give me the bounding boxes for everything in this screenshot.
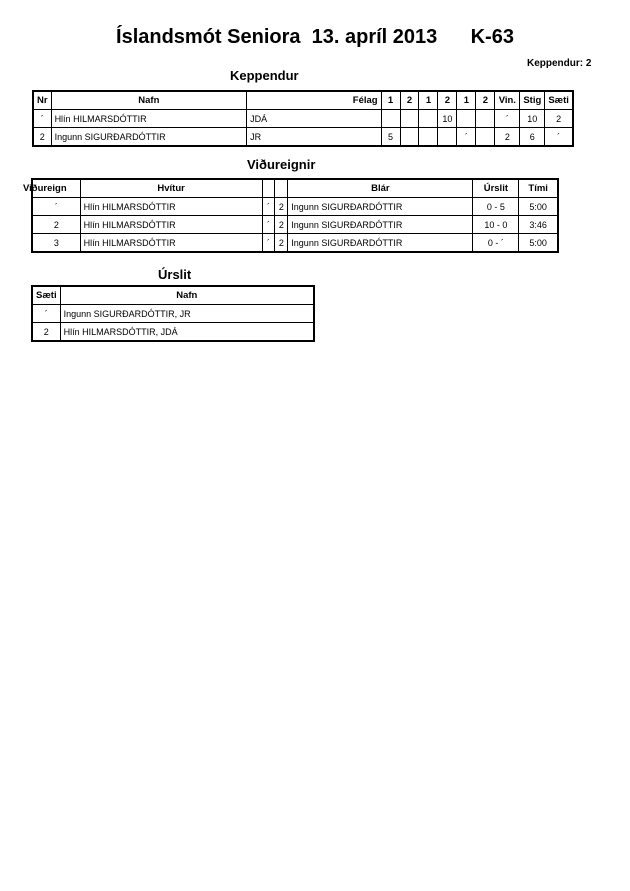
col-r2: 2	[400, 91, 419, 110]
cell-name: Hlín HILMARSDÓTTIR	[51, 110, 247, 128]
cell-saeti: 2	[545, 110, 573, 128]
col-match: Viðureign	[32, 179, 80, 198]
cell-club: JR	[247, 128, 381, 147]
cell-blue: Ingunn SIGURÐARDÓTTIR	[288, 216, 473, 234]
cell-stig: 10	[520, 110, 545, 128]
col-r6: 2	[476, 91, 495, 110]
cell-place: ´	[32, 305, 60, 323]
match-row	[32, 198, 558, 216]
cell-blue-no: 2	[275, 216, 288, 234]
cell-match-no: 3	[32, 234, 80, 253]
cell-r6	[476, 110, 495, 128]
page-title: Íslandsmót Seniora 13. apríl 2013 K-63	[116, 26, 514, 48]
cell-place: 2	[32, 323, 60, 342]
col-r1: 1	[381, 91, 400, 110]
competitors-heading: Keppendur	[230, 68, 299, 83]
col-white: Hvítur	[80, 179, 262, 198]
col-r4: 2	[438, 91, 457, 110]
matches-header-row	[32, 179, 558, 198]
cell-nr: 2	[33, 128, 51, 147]
result-row	[32, 305, 314, 323]
matches-table	[23, 178, 559, 253]
cell-time: 3:46	[519, 216, 558, 234]
col-r3: 1	[419, 91, 438, 110]
cell-r3	[419, 128, 438, 147]
col-blue: Blár	[288, 179, 473, 198]
cell-vin: ´	[495, 110, 520, 128]
competitors-table	[32, 90, 574, 147]
cell-r2	[400, 128, 419, 147]
col-r5: 1	[457, 91, 476, 110]
results-heading: Úrslit	[158, 267, 192, 282]
match-row	[32, 234, 558, 253]
matches-heading: Viðureignir	[247, 157, 316, 172]
cell-blue: Ingunn SIGURÐARDÓTTIR	[288, 234, 473, 253]
cell-name: Hlín HILMARSDÓTTIR, JDÁ	[60, 323, 314, 342]
cell-r2	[400, 110, 419, 128]
cell-stig: 6	[520, 128, 545, 147]
cell-vin: 2	[495, 128, 520, 147]
cell-match-no: 2	[32, 216, 80, 234]
cell-r3	[419, 110, 438, 128]
results-table	[31, 285, 315, 342]
cell-nr: ´	[33, 110, 51, 128]
cell-white-no: ´	[262, 198, 275, 216]
cell-saeti: ´	[545, 128, 573, 147]
col-name: Nafn	[60, 286, 314, 305]
cell-r4: 10	[438, 110, 457, 128]
cell-r1: 5	[381, 128, 400, 147]
cell-r5	[457, 110, 476, 128]
col-saeti: Sæti	[545, 91, 573, 110]
cell-result: 10 - 0	[473, 216, 519, 234]
cell-r4	[438, 128, 457, 147]
col-result: Úrslit	[473, 179, 519, 198]
cell-result: 0 - ´	[473, 234, 519, 253]
cell-white: Hlín HILMARSDÓTTIR	[80, 234, 262, 253]
cell-match-no: ´	[32, 198, 80, 216]
match-row	[32, 216, 558, 234]
cell-r5: ´	[457, 128, 476, 147]
competitor-row	[33, 128, 573, 147]
col-blue-no	[275, 179, 288, 198]
cell-club: JDÁ	[247, 110, 381, 128]
col-nr: Nr	[33, 91, 51, 110]
cell-result: 0 - 5	[473, 198, 519, 216]
cell-r1	[381, 110, 400, 128]
cell-time: 5:00	[519, 234, 558, 253]
competitor-count: Keppendur: 2	[527, 58, 592, 69]
competitors-header-row	[33, 91, 573, 110]
results-header-row	[32, 286, 314, 305]
col-white-no	[262, 179, 275, 198]
cell-r6	[476, 128, 495, 147]
cell-white: Hlín HILMARSDÓTTIR	[80, 216, 262, 234]
col-vin: Vin.	[495, 91, 520, 110]
cell-white-no: ´	[262, 234, 275, 253]
cell-white-no: ´	[262, 216, 275, 234]
cell-name: Ingunn SIGURÐARDÓTTIR	[51, 128, 247, 147]
result-row	[32, 323, 314, 342]
col-stig: Stig	[520, 91, 545, 110]
col-club: Félag	[247, 91, 381, 110]
competitor-row	[33, 110, 573, 128]
cell-white: Hlín HILMARSDÓTTIR	[80, 198, 262, 216]
col-place: Sæti	[32, 286, 60, 305]
cell-blue-no: 2	[275, 198, 288, 216]
cell-time: 5:00	[519, 198, 558, 216]
cell-blue: Ingunn SIGURÐARDÓTTIR	[288, 198, 473, 216]
cell-name: Ingunn SIGURÐARDÓTTIR, JR	[60, 305, 314, 323]
cell-blue-no: 2	[275, 234, 288, 253]
col-time: Tími	[519, 179, 558, 198]
col-name: Nafn	[51, 91, 247, 110]
